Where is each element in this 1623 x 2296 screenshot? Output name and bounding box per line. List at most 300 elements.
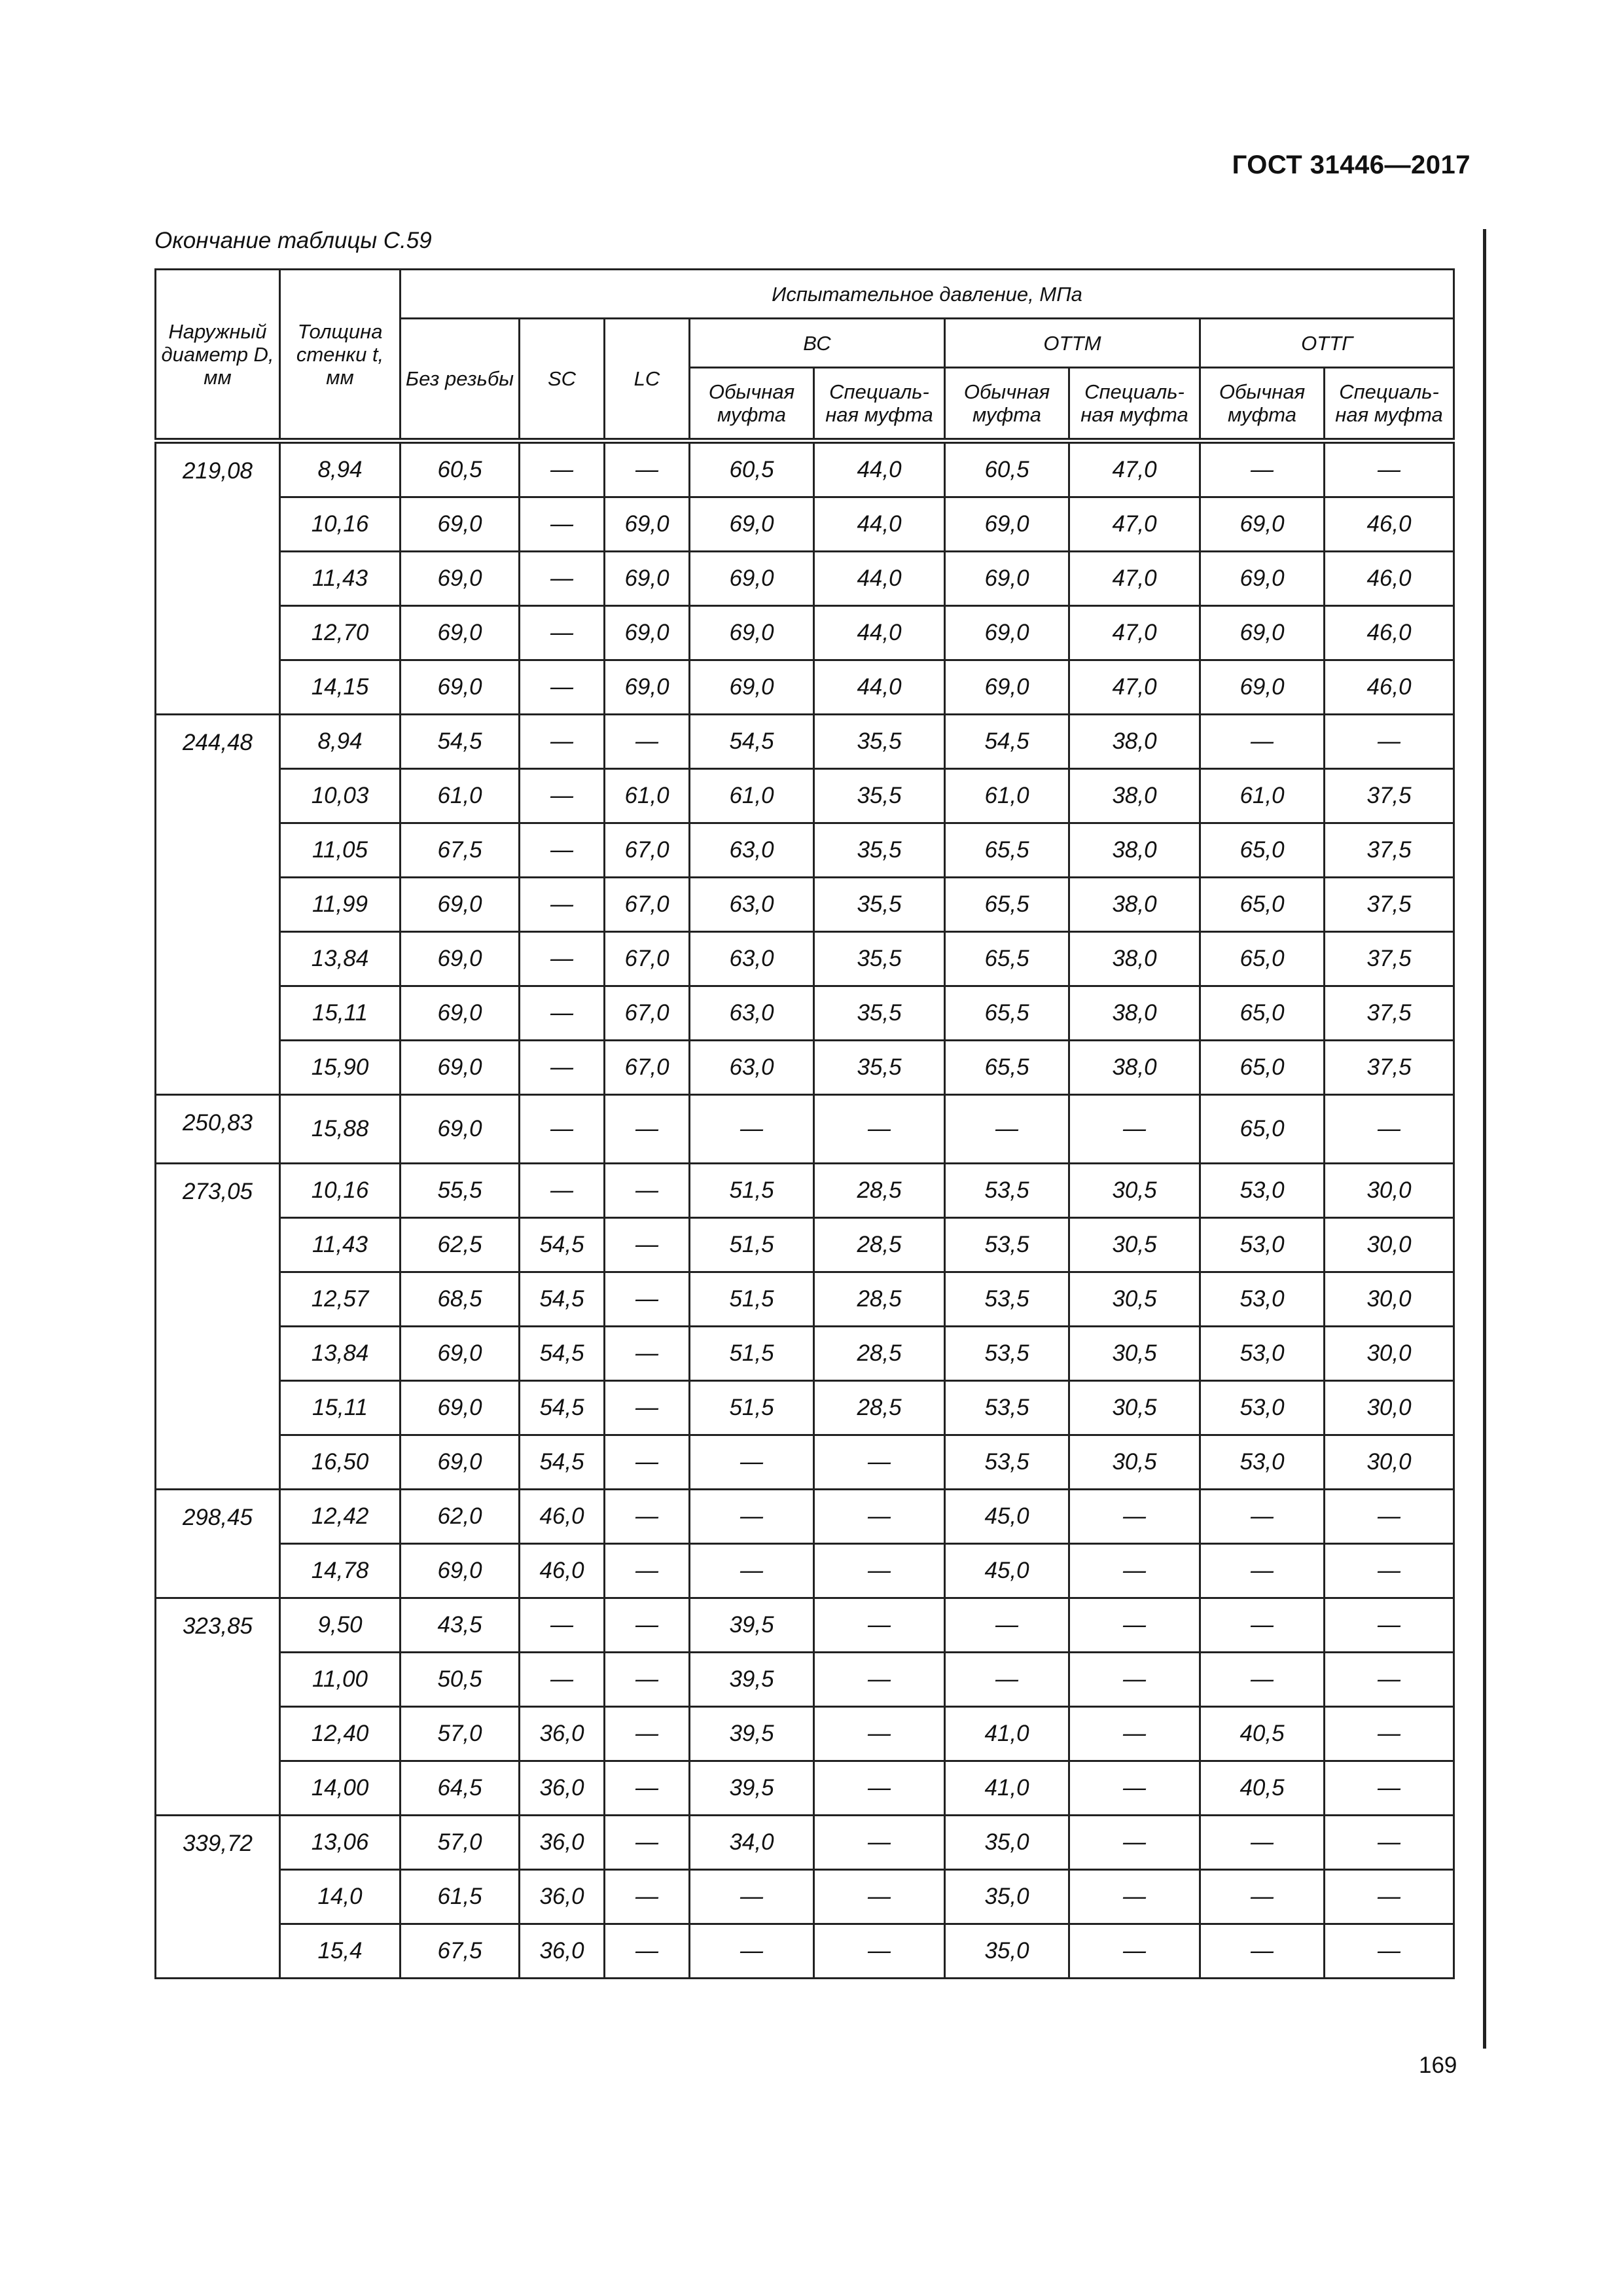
header-outer-diameter: Наружный диаметр D, мм bbox=[156, 270, 280, 441]
pressure-cell: — bbox=[945, 1095, 1069, 1164]
pressure-cell: 41,0 bbox=[945, 1761, 1069, 1816]
pressure-cell: — bbox=[520, 932, 605, 986]
pressure-cell: — bbox=[690, 1490, 814, 1544]
pressure-cell: — bbox=[1325, 1490, 1454, 1544]
pressure-cell: 53,5 bbox=[945, 1272, 1069, 1327]
pressure-cell: 38,0 bbox=[1069, 769, 1200, 823]
pressure-cell: — bbox=[1069, 1490, 1200, 1544]
pressure-cell: — bbox=[690, 1924, 814, 1979]
pressure-cell: — bbox=[605, 1327, 690, 1381]
pressure-cell: 62,0 bbox=[401, 1490, 520, 1544]
pressure-cell: 53,5 bbox=[945, 1164, 1069, 1218]
header-bc-regular: Обычная муфта bbox=[690, 368, 814, 441]
pressure-cell: — bbox=[605, 1544, 690, 1598]
wall-thickness-cell: 15,4 bbox=[280, 1924, 401, 1979]
pressure-cell: 37,5 bbox=[1325, 769, 1454, 823]
wall-thickness-cell: 13,84 bbox=[280, 1327, 401, 1381]
table-row bbox=[156, 769, 1454, 823]
pressure-cell: 60,5 bbox=[690, 441, 814, 497]
pressure-cell: 41,0 bbox=[945, 1707, 1069, 1761]
pressure-cell: 69,0 bbox=[690, 606, 814, 660]
table-row bbox=[156, 1761, 1454, 1816]
pressure-cell: 46,0 bbox=[1325, 660, 1454, 715]
pressure-cell: — bbox=[1325, 1761, 1454, 1816]
wall-thickness-cell: 8,94 bbox=[280, 441, 401, 497]
pressure-cell: 30,5 bbox=[1069, 1381, 1200, 1435]
wall-thickness-cell: 11,43 bbox=[280, 1218, 401, 1272]
pressure-cell: 53,5 bbox=[945, 1435, 1069, 1490]
pressure-cell: 37,5 bbox=[1325, 932, 1454, 986]
pressure-cell: 69,0 bbox=[945, 660, 1069, 715]
pressure-cell: 36,0 bbox=[520, 1870, 605, 1924]
pressure-cell: — bbox=[814, 1435, 945, 1490]
pressure-cell: 30,0 bbox=[1325, 1218, 1454, 1272]
pressure-cell: — bbox=[520, 986, 605, 1041]
pressure-cell: 47,0 bbox=[1069, 606, 1200, 660]
pressure-cell: 65,5 bbox=[945, 1041, 1069, 1095]
table-row bbox=[156, 823, 1454, 878]
table-row bbox=[156, 1544, 1454, 1598]
pressure-cell: — bbox=[690, 1435, 814, 1490]
pressure-cell: — bbox=[605, 1095, 690, 1164]
outer-diameter-cell: 298,45 bbox=[156, 1490, 280, 1598]
pressure-cell: 45,0 bbox=[945, 1544, 1069, 1598]
pressure-cell: — bbox=[1325, 1707, 1454, 1761]
pressure-cell: 46,0 bbox=[520, 1544, 605, 1598]
pressure-cell: — bbox=[520, 1164, 605, 1218]
pressure-cell: 65,0 bbox=[1200, 1095, 1325, 1164]
pressure-cell: 65,0 bbox=[1200, 1041, 1325, 1095]
outer-diameter-cell: 219,08 bbox=[156, 441, 280, 715]
pressure-cell: 54,5 bbox=[945, 715, 1069, 769]
pressure-cell: 54,5 bbox=[520, 1381, 605, 1435]
pressure-cell: 37,5 bbox=[1325, 986, 1454, 1041]
pressure-cell: 57,0 bbox=[401, 1707, 520, 1761]
pressure-cell: — bbox=[520, 715, 605, 769]
pressure-cell: 54,5 bbox=[520, 1435, 605, 1490]
wall-thickness-cell: 12,42 bbox=[280, 1490, 401, 1544]
pressure-cell: — bbox=[814, 1870, 945, 1924]
pressure-cell: 65,0 bbox=[1200, 878, 1325, 932]
pressure-cell: — bbox=[814, 1095, 945, 1164]
pressure-cell: — bbox=[1325, 1095, 1454, 1164]
header-bc-special: Специаль-ная муфта bbox=[814, 368, 945, 441]
pressure-cell: 38,0 bbox=[1069, 715, 1200, 769]
pressure-cell: 69,0 bbox=[401, 606, 520, 660]
pressure-cell: — bbox=[1325, 1598, 1454, 1653]
pressure-cell: — bbox=[520, 552, 605, 606]
pressure-cell: 35,5 bbox=[814, 986, 945, 1041]
pressure-cell: 69,0 bbox=[401, 1544, 520, 1598]
pressure-cell: 28,5 bbox=[814, 1327, 945, 1381]
table-row bbox=[156, 1653, 1454, 1707]
pressure-cell: 36,0 bbox=[520, 1761, 605, 1816]
pressure-cell: 51,5 bbox=[690, 1272, 814, 1327]
pressure-cell: 35,5 bbox=[814, 932, 945, 986]
pressure-cell: 40,5 bbox=[1200, 1707, 1325, 1761]
pressure-cell: 63,0 bbox=[690, 986, 814, 1041]
pressure-cell: — bbox=[520, 1598, 605, 1653]
pressure-cell: 53,0 bbox=[1200, 1381, 1325, 1435]
pressure-cell: — bbox=[520, 878, 605, 932]
pressure-cell: — bbox=[605, 1924, 690, 1979]
pressure-cell: 46,0 bbox=[1325, 552, 1454, 606]
pressure-cell: 38,0 bbox=[1069, 986, 1200, 1041]
pressure-cell: 53,0 bbox=[1200, 1327, 1325, 1381]
table-row bbox=[156, 1272, 1454, 1327]
pressure-cell: — bbox=[1069, 1761, 1200, 1816]
pressure-cell: 39,5 bbox=[690, 1707, 814, 1761]
pressure-cell: — bbox=[945, 1653, 1069, 1707]
table-row bbox=[156, 1218, 1454, 1272]
header-wall-thickness: Толщина стенки t, мм bbox=[280, 270, 401, 441]
header-no-thread: Без резьбы bbox=[401, 319, 520, 441]
pressure-cell: — bbox=[1325, 1816, 1454, 1870]
pressure-cell: 67,0 bbox=[605, 932, 690, 986]
pressure-cell: — bbox=[1069, 1544, 1200, 1598]
table-row bbox=[156, 1816, 1454, 1870]
pressure-cell: 30,5 bbox=[1069, 1272, 1200, 1327]
pressure-cell: — bbox=[945, 1598, 1069, 1653]
pressure-cell: 39,5 bbox=[690, 1653, 814, 1707]
wall-thickness-cell: 15,88 bbox=[280, 1095, 401, 1164]
pressure-cell: — bbox=[1325, 715, 1454, 769]
table-row bbox=[156, 1924, 1454, 1979]
pressure-cell: 47,0 bbox=[1069, 660, 1200, 715]
pressure-cell: — bbox=[1325, 1870, 1454, 1924]
pressure-cell: 61,5 bbox=[401, 1870, 520, 1924]
pressure-cell: 44,0 bbox=[814, 660, 945, 715]
table-row bbox=[156, 497, 1454, 552]
pressure-cell: 67,0 bbox=[605, 986, 690, 1041]
pressure-cell: 46,0 bbox=[520, 1490, 605, 1544]
table-row bbox=[156, 1327, 1454, 1381]
pressure-cell: 54,5 bbox=[520, 1272, 605, 1327]
table-row bbox=[156, 441, 1454, 497]
pressure-cell: 51,5 bbox=[690, 1381, 814, 1435]
pressure-cell: 63,0 bbox=[690, 932, 814, 986]
pressure-cell: 35,5 bbox=[814, 1041, 945, 1095]
table-row bbox=[156, 1381, 1454, 1435]
outer-diameter-cell: 273,05 bbox=[156, 1164, 280, 1490]
wall-thickness-cell: 13,84 bbox=[280, 932, 401, 986]
pressure-cell: 28,5 bbox=[814, 1272, 945, 1327]
wall-thickness-cell: 15,11 bbox=[280, 986, 401, 1041]
pressure-cell: 30,0 bbox=[1325, 1272, 1454, 1327]
table-row bbox=[156, 1598, 1454, 1653]
pressure-cell: — bbox=[605, 1490, 690, 1544]
pressure-cell: 69,0 bbox=[945, 552, 1069, 606]
pressure-cell: — bbox=[1069, 1870, 1200, 1924]
pressure-cell: 44,0 bbox=[814, 606, 945, 660]
pressure-cell: 37,5 bbox=[1325, 1041, 1454, 1095]
pressure-cell: 63,0 bbox=[690, 1041, 814, 1095]
pressure-cell: 69,0 bbox=[401, 1381, 520, 1435]
wall-thickness-cell: 13,06 bbox=[280, 1816, 401, 1870]
pressure-cell: — bbox=[1069, 1707, 1200, 1761]
pressure-cell: 65,5 bbox=[945, 932, 1069, 986]
wall-thickness-cell: 11,43 bbox=[280, 552, 401, 606]
pressure-cell: 46,0 bbox=[1325, 606, 1454, 660]
pressure-cell: — bbox=[1200, 1924, 1325, 1979]
table-body bbox=[156, 441, 1454, 1979]
pressure-cell: 38,0 bbox=[1069, 878, 1200, 932]
header-sc: SC bbox=[520, 319, 605, 441]
pressure-cell: 45,0 bbox=[945, 1490, 1069, 1544]
pressure-cell: 63,0 bbox=[690, 823, 814, 878]
table-row bbox=[156, 1490, 1454, 1544]
wall-thickness-cell: 16,50 bbox=[280, 1435, 401, 1490]
pressure-cell: — bbox=[605, 1381, 690, 1435]
pressure-cell: 57,0 bbox=[401, 1816, 520, 1870]
table-row bbox=[156, 1870, 1454, 1924]
pressure-cell: 47,0 bbox=[1069, 497, 1200, 552]
pressure-cell: — bbox=[814, 1924, 945, 1979]
header-ottm-special: Специаль-ная муфта bbox=[1069, 368, 1200, 441]
pressure-cell: — bbox=[814, 1544, 945, 1598]
pressure-cell: — bbox=[1069, 1095, 1200, 1164]
pressure-cell: 35,5 bbox=[814, 823, 945, 878]
pressure-cell: — bbox=[1200, 441, 1325, 497]
wall-thickness-cell: 8,94 bbox=[280, 715, 401, 769]
pressure-cell: — bbox=[520, 1041, 605, 1095]
pressure-cell: 61,0 bbox=[401, 769, 520, 823]
pressure-cell: 65,0 bbox=[1200, 932, 1325, 986]
pressure-cell: 38,0 bbox=[1069, 932, 1200, 986]
pressure-cell: 53,5 bbox=[945, 1381, 1069, 1435]
header-ottg-special: Специаль-ная муфта bbox=[1325, 368, 1454, 441]
pressure-cell: 44,0 bbox=[814, 552, 945, 606]
pressure-cell: 35,0 bbox=[945, 1870, 1069, 1924]
pressure-cell: 30,0 bbox=[1325, 1327, 1454, 1381]
pressure-cell: 53,5 bbox=[945, 1327, 1069, 1381]
pressure-cell: — bbox=[814, 1816, 945, 1870]
pressure-cell: — bbox=[605, 441, 690, 497]
pressure-cell: 65,0 bbox=[1200, 986, 1325, 1041]
header-ottg: ОТТГ bbox=[1200, 319, 1454, 368]
header-test-pressure: Испытательное давление, МПа bbox=[401, 270, 1454, 319]
pressure-cell: — bbox=[520, 769, 605, 823]
pressure-cell: 53,0 bbox=[1200, 1435, 1325, 1490]
pressure-cell: 28,5 bbox=[814, 1218, 945, 1272]
pressure-cell: 54,5 bbox=[520, 1218, 605, 1272]
pressure-cell: 69,0 bbox=[401, 986, 520, 1041]
pressure-cell: 35,5 bbox=[814, 878, 945, 932]
pressure-cell: 36,0 bbox=[520, 1816, 605, 1870]
header-ottg-regular: Обычная муфта bbox=[1200, 368, 1325, 441]
pressure-cell: 69,0 bbox=[690, 660, 814, 715]
pressure-cell: 69,0 bbox=[401, 878, 520, 932]
pressure-cell: 69,0 bbox=[1200, 660, 1325, 715]
pressure-cell: 69,0 bbox=[401, 932, 520, 986]
wall-thickness-cell: 12,57 bbox=[280, 1272, 401, 1327]
standard-number: ГОСТ 31446—2017 bbox=[1232, 151, 1471, 179]
wall-thickness-cell: 14,78 bbox=[280, 1544, 401, 1598]
pressure-cell: — bbox=[520, 1653, 605, 1707]
pressure-cell: 51,5 bbox=[690, 1164, 814, 1218]
pressure-cell: 68,5 bbox=[401, 1272, 520, 1327]
pressure-cell: 43,5 bbox=[401, 1598, 520, 1653]
pressure-cell: 69,0 bbox=[605, 552, 690, 606]
outer-diameter-cell: 244,48 bbox=[156, 715, 280, 1095]
pressure-cell: 69,0 bbox=[605, 497, 690, 552]
pressure-cell: 30,0 bbox=[1325, 1435, 1454, 1490]
pressure-cell: 62,5 bbox=[401, 1218, 520, 1272]
pressure-cell: 69,0 bbox=[401, 1041, 520, 1095]
header-lc: LC bbox=[605, 319, 690, 441]
wall-thickness-cell: 10,16 bbox=[280, 497, 401, 552]
pressure-cell: 37,5 bbox=[1325, 823, 1454, 878]
table-row bbox=[156, 878, 1454, 932]
wall-thickness-cell: 10,03 bbox=[280, 769, 401, 823]
pressure-cell: 60,5 bbox=[401, 441, 520, 497]
pressure-cell: 69,0 bbox=[401, 497, 520, 552]
pressure-cell: — bbox=[1325, 1924, 1454, 1979]
table-row bbox=[156, 1164, 1454, 1218]
pressure-cell: 53,5 bbox=[945, 1218, 1069, 1272]
pressure-cell: 69,0 bbox=[401, 1327, 520, 1381]
pressure-cell: — bbox=[1200, 1870, 1325, 1924]
pressure-cell: 61,0 bbox=[1200, 769, 1325, 823]
pressure-cell: 69,0 bbox=[605, 660, 690, 715]
pressure-cell: 30,5 bbox=[1069, 1327, 1200, 1381]
outer-diameter-cell: 250,83 bbox=[156, 1095, 280, 1164]
pressure-cell: 51,5 bbox=[690, 1218, 814, 1272]
pressure-cell: 28,5 bbox=[814, 1381, 945, 1435]
wall-thickness-cell: 14,0 bbox=[280, 1870, 401, 1924]
pressure-cell: 61,0 bbox=[945, 769, 1069, 823]
pressure-cell: 69,0 bbox=[945, 497, 1069, 552]
pressure-cell: — bbox=[605, 1218, 690, 1272]
table-row bbox=[156, 932, 1454, 986]
pressure-cell: 50,5 bbox=[401, 1653, 520, 1707]
wall-thickness-cell: 11,05 bbox=[280, 823, 401, 878]
pressure-cell: — bbox=[1069, 1924, 1200, 1979]
pressure-cell: — bbox=[520, 660, 605, 715]
pressure-cell: 35,0 bbox=[945, 1816, 1069, 1870]
pressure-cell: 54,5 bbox=[520, 1327, 605, 1381]
pressure-cell: 35,5 bbox=[814, 715, 945, 769]
pressure-cell: 38,0 bbox=[1069, 1041, 1200, 1095]
pressure-cell: — bbox=[1325, 441, 1454, 497]
header-ottm: ОТТМ bbox=[945, 319, 1200, 368]
table-row bbox=[156, 1435, 1454, 1490]
pressure-cell: 55,5 bbox=[401, 1164, 520, 1218]
table-row bbox=[156, 986, 1454, 1041]
pressure-cell: 44,0 bbox=[814, 497, 945, 552]
pressure-cell: 69,0 bbox=[401, 552, 520, 606]
pressure-cell: — bbox=[520, 497, 605, 552]
pressure-cell: — bbox=[1200, 1490, 1325, 1544]
pressure-cell: 34,0 bbox=[690, 1816, 814, 1870]
pressure-cell: — bbox=[605, 1598, 690, 1653]
pressure-cell: 69,0 bbox=[945, 606, 1069, 660]
pressure-cell: — bbox=[605, 1435, 690, 1490]
pressure-cell: — bbox=[1069, 1598, 1200, 1653]
header-bc: ВС bbox=[690, 319, 945, 368]
pressure-cell: 64,5 bbox=[401, 1761, 520, 1816]
pressure-cell: 54,5 bbox=[690, 715, 814, 769]
wall-thickness-cell: 12,40 bbox=[280, 1707, 401, 1761]
pressure-cell: 30,0 bbox=[1325, 1164, 1454, 1218]
pressure-cell: — bbox=[814, 1761, 945, 1816]
pressure-cell: 53,0 bbox=[1200, 1218, 1325, 1272]
pressure-cell: — bbox=[1200, 1544, 1325, 1598]
pressure-cell: 28,5 bbox=[814, 1164, 945, 1218]
pressure-cell: 39,5 bbox=[690, 1761, 814, 1816]
wall-thickness-cell: 14,00 bbox=[280, 1761, 401, 1816]
wall-thickness-cell: 10,16 bbox=[280, 1164, 401, 1218]
pressure-cell: 36,0 bbox=[520, 1924, 605, 1979]
pressure-cell: 61,0 bbox=[690, 769, 814, 823]
pressure-cell: — bbox=[605, 715, 690, 769]
table-row bbox=[156, 715, 1454, 769]
pressure-cell: 30,0 bbox=[1325, 1381, 1454, 1435]
pressure-cell: 54,5 bbox=[401, 715, 520, 769]
page-number: 169 bbox=[1419, 2053, 1457, 2078]
pressure-cell: 30,5 bbox=[1069, 1435, 1200, 1490]
pressure-cell: 37,5 bbox=[1325, 878, 1454, 932]
margin-change-bar bbox=[1483, 229, 1486, 2049]
header-ottm-regular: Обычная муфта bbox=[945, 368, 1069, 441]
wall-thickness-cell: 12,70 bbox=[280, 606, 401, 660]
pressure-cell: 53,0 bbox=[1200, 1272, 1325, 1327]
pressure-cell: — bbox=[814, 1598, 945, 1653]
pressure-cell: 69,0 bbox=[401, 660, 520, 715]
pressure-cell: 65,0 bbox=[1200, 823, 1325, 878]
pressure-cell: — bbox=[1069, 1816, 1200, 1870]
pressure-cell: — bbox=[690, 1870, 814, 1924]
pressure-cell: 67,0 bbox=[605, 878, 690, 932]
pressure-cell: 67,5 bbox=[401, 1924, 520, 1979]
pressure-cell: 47,0 bbox=[1069, 552, 1200, 606]
table-row bbox=[156, 1095, 1454, 1164]
pressure-cell: 35,0 bbox=[945, 1924, 1069, 1979]
pressure-cell: — bbox=[690, 1095, 814, 1164]
pressure-cell: 36,0 bbox=[520, 1707, 605, 1761]
pressure-cell: — bbox=[605, 1707, 690, 1761]
pressure-cell: 38,0 bbox=[1069, 823, 1200, 878]
pressure-cell: 61,0 bbox=[605, 769, 690, 823]
pressure-cell: — bbox=[1325, 1653, 1454, 1707]
pressure-cell: 30,5 bbox=[1069, 1164, 1200, 1218]
pressure-cell: 39,5 bbox=[690, 1598, 814, 1653]
wall-thickness-cell: 15,90 bbox=[280, 1041, 401, 1095]
pressure-cell: — bbox=[605, 1653, 690, 1707]
pressure-cell: 46,0 bbox=[1325, 497, 1454, 552]
outer-diameter-cell: 339,72 bbox=[156, 1816, 280, 1979]
pressure-cell: — bbox=[605, 1761, 690, 1816]
pressure-cell: — bbox=[1200, 1653, 1325, 1707]
pressure-cell: — bbox=[1069, 1653, 1200, 1707]
pressure-cell: 67,0 bbox=[605, 823, 690, 878]
pressure-cell: 47,0 bbox=[1069, 441, 1200, 497]
table-row bbox=[156, 606, 1454, 660]
wall-thickness-cell: 11,00 bbox=[280, 1653, 401, 1707]
pressure-cell: — bbox=[814, 1707, 945, 1761]
pressure-cell: 60,5 bbox=[945, 441, 1069, 497]
wall-thickness-cell: 11,99 bbox=[280, 878, 401, 932]
pressure-cell: 69,0 bbox=[1200, 497, 1325, 552]
pressure-cell: — bbox=[605, 1870, 690, 1924]
table-row bbox=[156, 660, 1454, 715]
pressure-cell: — bbox=[690, 1544, 814, 1598]
pressure-cell: 65,5 bbox=[945, 986, 1069, 1041]
table-row bbox=[156, 552, 1454, 606]
pressure-cell: — bbox=[1200, 1816, 1325, 1870]
pressure-cell: 40,5 bbox=[1200, 1761, 1325, 1816]
test-pressure-table bbox=[154, 268, 1455, 1979]
